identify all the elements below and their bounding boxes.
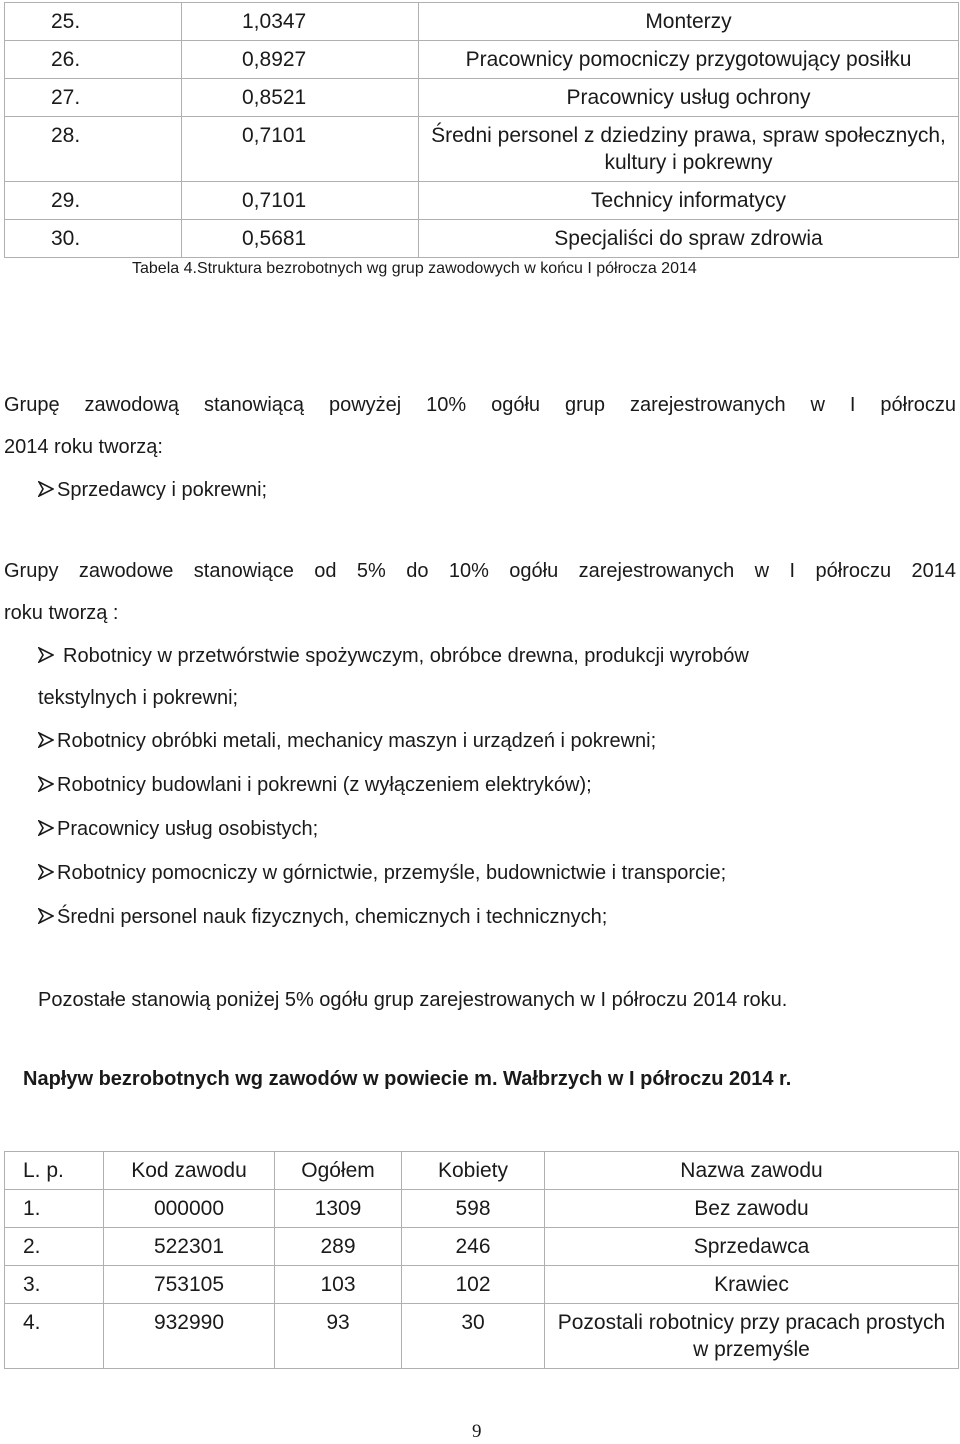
list-item: Robotnicy budowlani i pokrewni (z wyłączeniem elektryków); bbox=[38, 770, 592, 800]
cell: 102 bbox=[402, 1266, 545, 1304]
table-row bbox=[5, 117, 959, 182]
arrowhead-bullet-icon bbox=[38, 647, 54, 663]
cell: 93 bbox=[275, 1304, 402, 1369]
list-item: Średni personel nauk fizycznych, chemicznych i technicznych; bbox=[38, 902, 607, 932]
cell: 2. bbox=[5, 1228, 104, 1266]
arrowhead-bullet-icon bbox=[38, 481, 54, 497]
index-value: 0,8521 bbox=[182, 79, 419, 117]
inflow-table bbox=[4, 1151, 959, 1369]
cell: 289 bbox=[275, 1228, 402, 1266]
above-10-intro: Grupę zawodową stanowiącą powyżej 10% ogółu grup zarejestrowanych w I półroczu bbox=[4, 394, 956, 416]
occupation-name: Średni personel z dziedziny prawa, spraw społecznych, kultury i pokrewny bbox=[419, 117, 959, 182]
table-header-row bbox=[5, 1152, 959, 1190]
cell: 932990 bbox=[104, 1304, 275, 1369]
col-header: Kod zawodu bbox=[104, 1152, 275, 1190]
cell: Krawiec bbox=[545, 1266, 959, 1304]
index-value: 0,8927 bbox=[182, 41, 419, 79]
cell: 000000 bbox=[104, 1190, 275, 1228]
table-caption: Tabela 4.Struktura bezrobotnych wg grup zawodowych w końcu I półrocza 2014 bbox=[132, 260, 697, 277]
arrowhead-bullet-icon bbox=[38, 908, 54, 924]
five-to-ten-intro-cont: roku tworzą : bbox=[4, 602, 119, 624]
list-item: Robotnicy pomocniczy w górnictwie, przemyśle, budownictwie i transporcie; bbox=[38, 858, 726, 888]
cell: Sprzedawca bbox=[545, 1228, 959, 1266]
table-row bbox=[5, 220, 959, 258]
page-number: 9 bbox=[472, 1421, 482, 1442]
cell: Pozostali robotnicy przy pracach prostych w przemyśle bbox=[545, 1304, 959, 1369]
occupation-name: Pracownicy pomocniczy przygotowujący posiłku bbox=[419, 41, 959, 79]
list-item: Robotnicy w przetwórstwie spożywczym, obróbce drewna, produkcji wyrobów bbox=[38, 641, 749, 671]
list-item: Sprzedawcy i pokrewni; bbox=[38, 475, 267, 505]
col-header: Ogółem bbox=[275, 1152, 402, 1190]
list-item-continuation: tekstylnych i pokrewni; bbox=[38, 687, 239, 709]
index-value: 1,0347 bbox=[182, 3, 419, 41]
remaining-note: Pozostałe stanowią poniżej 5% ogółu grup zarejestrowanych w I półroczu 2014 roku. bbox=[38, 989, 788, 1011]
row-number: 30. bbox=[5, 220, 182, 258]
occupation-name: Monterzy bbox=[419, 3, 959, 41]
row-number: 27. bbox=[5, 79, 182, 117]
table-row bbox=[5, 41, 959, 79]
list-item: Robotnicy obróbki metali, mechanicy maszyn i urządzeń i pokrewni; bbox=[38, 726, 656, 756]
cell: Bez zawodu bbox=[545, 1190, 959, 1228]
cell: 4. bbox=[5, 1304, 104, 1369]
cell: 30 bbox=[402, 1304, 545, 1369]
occupation-name: Pracownicy usług ochrony bbox=[419, 79, 959, 117]
cell: 598 bbox=[402, 1190, 545, 1228]
arrowhead-bullet-icon bbox=[38, 732, 54, 748]
col-header: Nazwa zawodu bbox=[545, 1152, 959, 1190]
index-value: 0,7101 bbox=[182, 182, 419, 220]
occupation-index-table bbox=[4, 2, 959, 258]
five-to-ten-intro: Grupy zawodowe stanowiące od 5% do 10% ogółu zarejestrowanych w I półroczu 2014 bbox=[4, 560, 956, 582]
row-number: 29. bbox=[5, 182, 182, 220]
cell: 1309 bbox=[275, 1190, 402, 1228]
index-value: 0,5681 bbox=[182, 220, 419, 258]
table-row bbox=[5, 182, 959, 220]
table-row bbox=[5, 3, 959, 41]
cell: 3. bbox=[5, 1266, 104, 1304]
cell: 522301 bbox=[104, 1228, 275, 1266]
table-row bbox=[5, 1266, 959, 1304]
cell: 1. bbox=[5, 1190, 104, 1228]
cell: 103 bbox=[275, 1266, 402, 1304]
arrowhead-bullet-icon bbox=[38, 820, 54, 836]
occupation-name: Technicy informatycy bbox=[419, 182, 959, 220]
table-row bbox=[5, 79, 959, 117]
table-row bbox=[5, 1190, 959, 1228]
list-item: Pracownicy usług osobistych; bbox=[38, 814, 318, 844]
occupation-name: Specjaliści do spraw zdrowia bbox=[419, 220, 959, 258]
row-number: 28. bbox=[5, 117, 182, 182]
col-header: L. p. bbox=[5, 1152, 104, 1190]
arrowhead-bullet-icon bbox=[38, 864, 54, 880]
row-number: 25. bbox=[5, 3, 182, 41]
above-10-intro-cont: 2014 roku tworzą: bbox=[4, 436, 163, 458]
row-number: 26. bbox=[5, 41, 182, 79]
arrowhead-bullet-icon bbox=[38, 776, 54, 792]
section-heading: Napływ bezrobotnych wg zawodów w powiecie m. Wałbrzych w I półroczu 2014 r. bbox=[23, 1068, 792, 1090]
col-header: Kobiety bbox=[402, 1152, 545, 1190]
table-row bbox=[5, 1228, 959, 1266]
cell: 246 bbox=[402, 1228, 545, 1266]
index-value: 0,7101 bbox=[182, 117, 419, 182]
table-row bbox=[5, 1304, 959, 1369]
cell: 753105 bbox=[104, 1266, 275, 1304]
